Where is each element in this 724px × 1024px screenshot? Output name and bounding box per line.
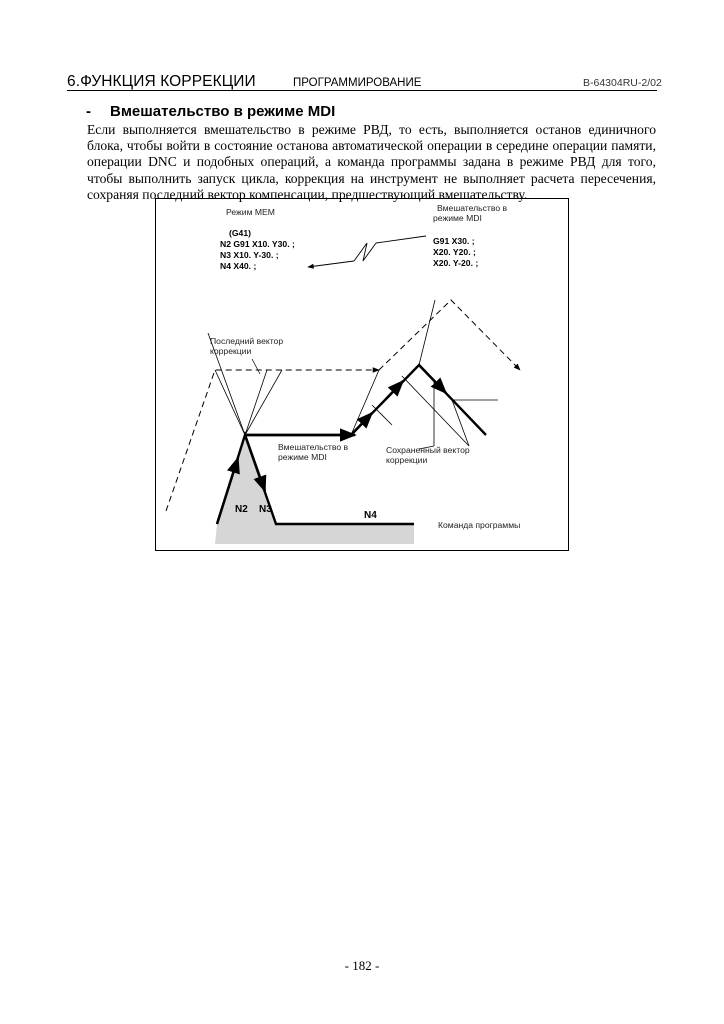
document-code: B-64304RU-2/02 <box>583 77 662 89</box>
arrow-mdi-up <box>351 413 372 435</box>
mdi-program-line-2: X20. Y20. ; <box>433 247 476 257</box>
header-divider <box>67 90 657 91</box>
dashed-offset-path-left <box>166 370 379 511</box>
mem-program-line-3: N3 X10. Y-30. ; <box>220 250 279 260</box>
mdi-intervention-label-1: Вмешательство в <box>278 442 349 452</box>
section-bullet: - <box>86 103 91 120</box>
saved-vector-label-1: Сохраненный вектор <box>386 445 470 455</box>
mdi-program-line-1: G91 X30. ; <box>433 236 475 246</box>
mdi-to-mem-arrow <box>308 261 354 267</box>
mdi-arrow-tail <box>376 236 426 243</box>
n2-label: N2 <box>235 504 248 515</box>
last-vector-label-2: коррекции <box>210 346 252 356</box>
mem-program-line-4: N4 X40. ; <box>220 261 257 271</box>
mem-mode-label: Режим MEM <box>226 207 275 217</box>
arrow-mdi-down <box>419 365 446 393</box>
saved-vector-label-2: коррекции <box>386 455 428 465</box>
page-number: - 182 - <box>344 958 380 973</box>
mdi-mode-label-2: режиме MDI <box>433 213 482 223</box>
mdi-mode-label-1: Вмешательство в <box>437 203 508 213</box>
section-title: Вмешательство в режиме MDI <box>110 103 336 120</box>
program-command-label: Команда программы <box>438 520 521 530</box>
offset-vectors <box>208 300 498 446</box>
body-paragraph: Если выполняется вмешательство в режиме РВД, то есть, выполняется останов единичного блока, чтобы войти в состояние останова автоматической операции в середине операции памяти, операции DNC и подобных операций, а команда программы задана в режиме РВД для того, чтобы выполнить запуск цикла, коррекция на инструмент не выполняет расчета пересечения, сохраняя последний вектор компенсации, предшествующий вмешательству. <box>87 122 656 202</box>
dashed-offset-path-right <box>379 300 520 370</box>
arrow-mdi-diagonal <box>386 381 403 399</box>
mdi-intervention-label-2: режиме MDI <box>278 452 327 462</box>
chapter-title: 6.ФУНКЦИЯ КОРРЕКЦИИ <box>67 73 256 90</box>
break-symbol <box>354 243 376 261</box>
section-header: ПРОГРАММИРОВАНИЕ <box>293 77 422 89</box>
program-path-mdi <box>245 365 486 435</box>
last-vector-label-1: Последний вектор <box>210 336 284 346</box>
mdi-program-line-3: X20. Y-20. ; <box>433 258 479 268</box>
tool-path-diagram <box>156 199 570 552</box>
mem-program-line-1: (G41) <box>229 228 251 238</box>
n4-label: N4 <box>364 510 377 521</box>
mem-program-line-2: N2 G91 X10. Y30. ; <box>220 239 295 249</box>
n3-label: N3 <box>259 504 272 515</box>
figure-mdi-intervention <box>155 198 569 551</box>
